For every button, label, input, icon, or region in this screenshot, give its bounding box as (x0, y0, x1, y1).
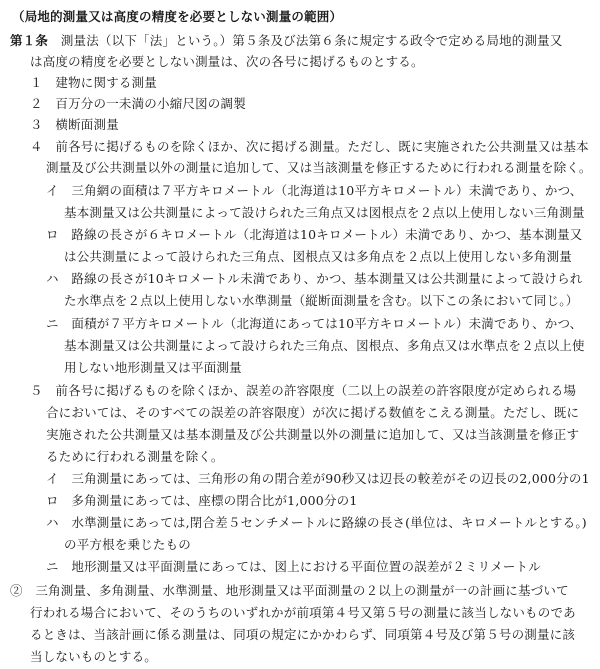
text-line: た水準点を２点以上使用しない水準測量（縦断面測量を含む。以下この条において同じ。） (64, 293, 579, 308)
subitem-i: イ 三角測量にあっては、三角形の角の閉合差が90秒又は辺長の較差がその辺長の2,000分の1 (46, 471, 590, 486)
article-label: 第１条 (10, 33, 49, 48)
text-line: るときは、当該計画に係る測量は、同項の規定にかかわらず、同項第４号及び第５号の測量に該 (30, 627, 576, 642)
text-line: 当しないものとする。 (30, 649, 158, 664)
text-line: の平方根を乗じたもの (64, 537, 192, 552)
subitem-i: イ 三角網の面積は７平方キロメートル（北海道は10平方キロメートル）未満であり、かつ、 (46, 183, 583, 198)
text-line: 測量及び公共測量以外の測量に追加して、又は当該測量を修正するために行われる測量を除く。 (46, 160, 592, 175)
article-first-line (10, 30, 563, 51)
text-line: 用しない地形測量又は平面測量 (64, 360, 242, 375)
item-4: ４ 前各号に掲げるものを除くほか、次に掲げる測量。ただし、既に実施された公共測量又は基本 (30, 139, 589, 154)
item-1: １ 建物に関する測量 (30, 75, 158, 90)
text-line: るために行われる測量を除く。 (46, 449, 224, 464)
text-line: 合においては、そのすべての誤差の許容限度）が次に掲げる数値をこえる測量。ただし、既に (46, 405, 580, 420)
paragraph-2: ② 三角測量、多角測量、水準測量、地形測量又は平面測量の２以上の測量が一の計画に基づいて (10, 583, 569, 598)
subitem-ha: ハ 水準測量にあっては,閉合差５センチメートルに路線の長さ(単位は、キロメートルとする。) (46, 515, 587, 530)
subitem-ni: ニ 面積が７平方キロメートル（北海道にあっては10平方キロメートル）未満であり、かつ、 (46, 316, 583, 331)
text-line: は高度の精度を必要としない測量は、次の各号に掲げるものとする。 (30, 54, 424, 69)
text-line: は公共測量によって設けられた三角点、図根点又は多角点を２点以上使用しない多角測量 (64, 249, 573, 264)
subitem-ro: ロ 多角測量にあっては、座標の閉合比が1,000分の1 (46, 493, 358, 508)
text-line: 実施された公共測量又は基本測量及び公共測量以外の測量に追加して、又は当該測量を修正す (46, 427, 580, 442)
item-5: ５ 前各号に掲げるものを除くほか、誤差の許容限度（二以上の誤差の許容限度が定められる場 (30, 383, 577, 398)
item-3: ３ 横断面測量 (30, 117, 119, 132)
text-line: 基本測量又は公共測量によって設けられた三角点、図根点、多角点又は水準点を２点以上使 (64, 338, 585, 353)
item-2: ２ 百万分の一未満の小縮尺図の調製 (30, 96, 246, 111)
subitem-ha: ハ 路線の長さが10キロメートル未満であり、かつ、基本測量又は公共測量によって設けられ (46, 271, 583, 286)
section-heading: （局地的測量又は高度の精度を必要としない測量の範囲） (12, 9, 343, 24)
text-line: 基本測量又は公共測量によって設けられた三角点又は図根点を２点以上使用しない三角測量 (64, 205, 585, 220)
subitem-ro: ロ 路線の長さが６キロメートル（北海道は10キロメートル）未満であり、かつ、基本測量又 (46, 227, 583, 242)
text-line: 行われる場合において、そのうちのいずれかが前項第４号又第５号の測量に該当しないものであ (30, 605, 576, 620)
text-line: 測量法（以下「法」という。）第５条及び法第６条に規定する政令で定める局地的測量又 (60, 33, 563, 48)
subitem-ni: ニ 地形測量又は平面測量にあっては、図上における平面位置の誤差が２ミリメートル (46, 559, 541, 574)
